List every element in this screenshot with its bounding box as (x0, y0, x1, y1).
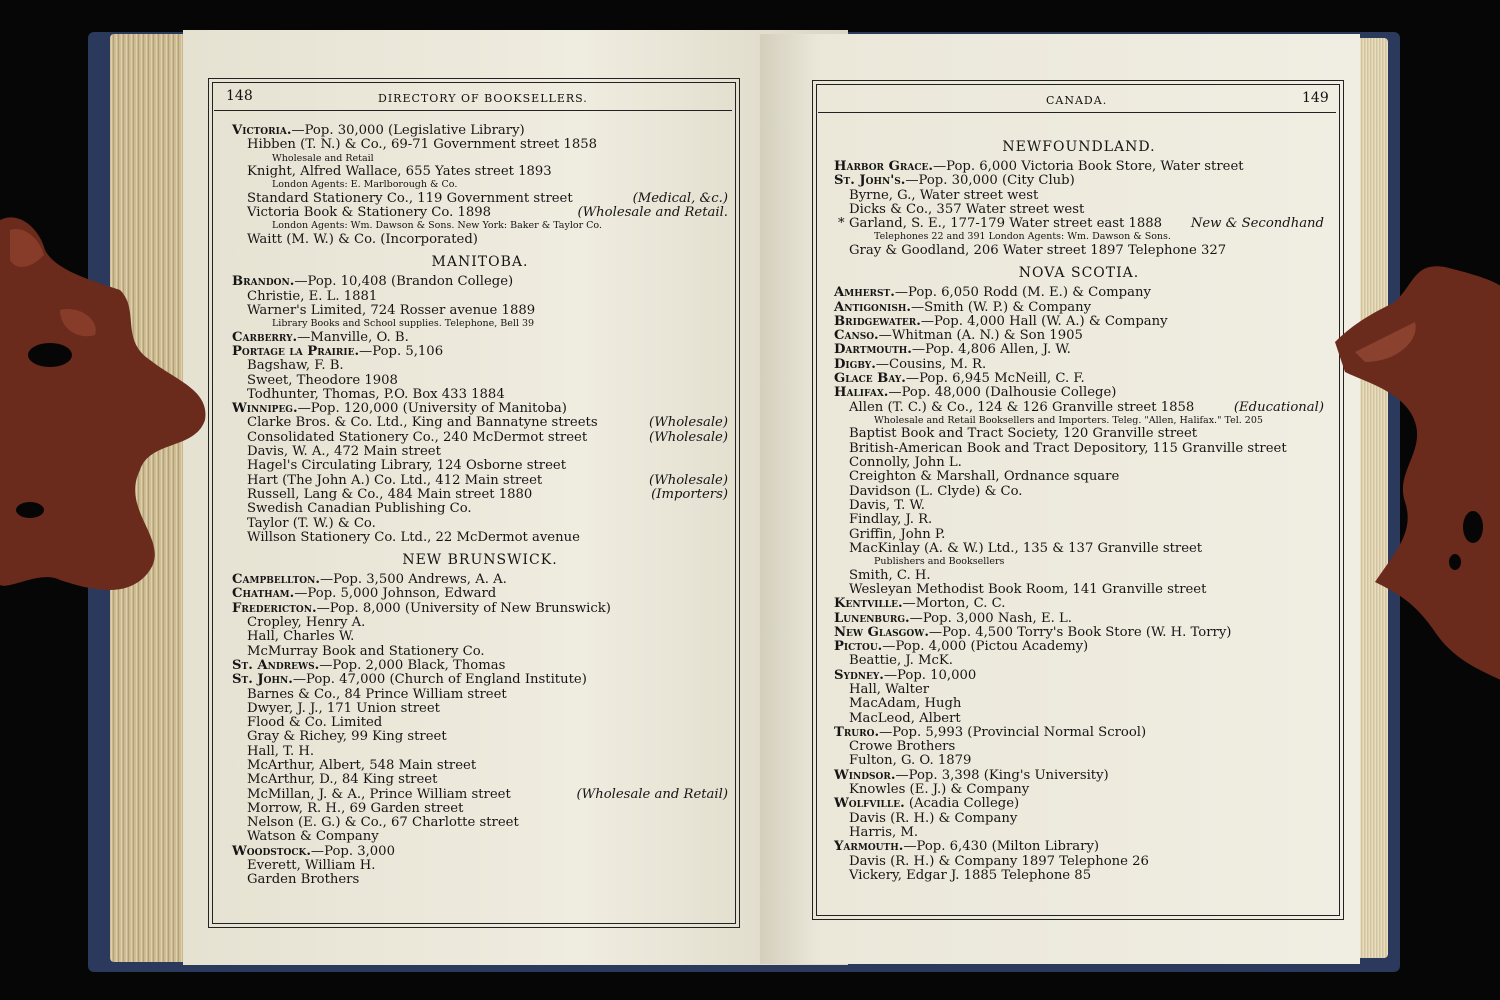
right-head-rule (818, 112, 1336, 113)
town-line (232, 275, 728, 289)
entry-remark: (Importers) (651, 486, 728, 502)
town-details: —Pop. 47,000 (Church of England Institute) (292, 672, 587, 688)
entry-remark: New & Secondhand (1190, 216, 1324, 232)
entry-text: Warner's Limited, 724 Rosser avenue 1889 (247, 302, 536, 318)
entry-text: Gray & Goodland, 206 Water street 1897 Telephone 327 (849, 242, 1227, 258)
town-name: Amherst. (834, 285, 895, 301)
entry-text: Hall, T. H. (247, 743, 315, 759)
bookseller-entry (232, 474, 728, 488)
bookseller-entry (232, 445, 728, 459)
bookseller-entry (834, 217, 1324, 231)
bookseller-entry (232, 290, 728, 304)
bookseller-entry (834, 401, 1324, 415)
bookseller-entry (232, 830, 728, 844)
entry-text: Hagel's Circulating Library, 124 Osborne street (247, 458, 566, 474)
bookseller-entry (834, 712, 1324, 726)
town-details: —Manville, O. B. (297, 329, 409, 345)
bookseller-entry (232, 702, 728, 716)
bookseller-entry (232, 416, 728, 430)
entry-text: Nelson (E. G.) & Co., 67 Charlotte street (247, 815, 519, 831)
section-heading: NEWFOUNDLAND. (1002, 139, 1156, 155)
town-line (834, 343, 1324, 357)
town-name: Woodstock. (232, 843, 311, 859)
town-name: Glace Bay. (834, 371, 906, 387)
town-line (232, 331, 728, 345)
town-name: Kentville. (834, 596, 903, 612)
entry-text: MacAdam, Hugh (849, 696, 962, 712)
town-details: —Pop. 30,000 (City Club) (905, 173, 1075, 189)
town-line (834, 640, 1324, 654)
entry-text: British-American Book and Tract Depository, 115 Granville street (849, 440, 1287, 456)
town-details: —Pop. 5,993 (Provincial Normal Scrool) (879, 724, 1147, 740)
town-details: —Pop. 4,500 Torry's Book Store (W. H. Torry) (928, 624, 1232, 640)
bookseller-entry (232, 759, 728, 773)
entry-text: Davis, W. A., 472 Main street (247, 444, 441, 460)
town-name: St. Andrews. (232, 657, 320, 673)
town-details: —Pop. 6,945 McNeill, C. F. (905, 371, 1085, 387)
town-details: —Pop. 8,000 (University of New Brunswick) (316, 600, 611, 616)
town-details: —Whitman (A. N.) & Son 1905 (878, 328, 1083, 344)
bookseller-entry (232, 165, 728, 179)
entry-remark: (Wholesale and Retail. (577, 205, 728, 221)
entry-text: Garland, S. E., 177-179 Water street east 1888 (849, 216, 1163, 232)
entry-text: Swedish Canadian Publishing Co. (247, 501, 472, 517)
bookseller-entry (834, 754, 1324, 768)
town-details: —Pop. 6,430 (Milton Library) (903, 839, 1100, 855)
bookseller-entry (232, 502, 728, 516)
entry-text: McArthur, Albert, 548 Main street (247, 757, 477, 773)
town-line (232, 573, 728, 587)
bookseller-entry (834, 783, 1324, 797)
town-details: —Smith (W. P.) & Company (910, 299, 1092, 315)
town-details: —Pop. 120,000 (University of Manitoba) (297, 401, 567, 417)
town-name: Windsor. (834, 767, 896, 783)
entry-text: Watson & Company (247, 829, 379, 845)
entry-text: Standard Stationery Co., 119 Government street (247, 190, 573, 206)
town-details: —Pop. 6,000 Victoria Book Store, Water street (932, 159, 1244, 174)
town-details: —Pop. 5,000 Johnson, Edward (294, 586, 497, 602)
asterisk-mark: * (838, 216, 845, 232)
town-line (834, 797, 1324, 811)
entry-text: Dwyer, J. J., 171 Union street (247, 700, 440, 716)
bookseller-entry (232, 359, 728, 373)
town-name: Fredericton. (232, 600, 317, 616)
bookseller-entry (232, 730, 728, 744)
section-heading: MANITOBA. (431, 254, 529, 271)
town-name: Sydney. (834, 667, 884, 683)
bookseller-entry (232, 802, 728, 816)
town-name: Truro. (834, 724, 880, 740)
town-details: —Cousins, M. R. (875, 356, 987, 372)
town-details: —Pop. 3,398 (King's University) (895, 767, 1109, 783)
town-line (834, 626, 1324, 640)
entry-text: Sweet, Theodore 1908 (247, 372, 398, 388)
town-line (834, 286, 1324, 300)
left-page-text (232, 124, 728, 888)
bookseller-entry (232, 431, 728, 445)
town-line (834, 386, 1324, 400)
entry-note: London Agents: E. Marlborough & Co. (272, 179, 458, 191)
entry-remark: (Medical, &c.) (632, 190, 728, 206)
entry-remark: (Wholesale) (649, 429, 728, 445)
left-running-head: DIRECTORY OF BOOKSELLERS. (378, 92, 588, 105)
entry-text: Consolidated Stationery Co., 240 McDermot street (247, 429, 588, 445)
town-line (834, 358, 1324, 372)
town-name: Canso. (834, 328, 879, 344)
bookseller-entry (232, 192, 728, 206)
left-bookmark-clip (0, 210, 220, 610)
entry-text: Hart (The John A.) Co. Ltd., 412 Main street (247, 472, 543, 488)
left-page-number: 148 (226, 88, 253, 104)
bookseller-entry (232, 716, 728, 730)
bookseller-entry (232, 388, 728, 402)
bookseller-entry (232, 304, 728, 318)
bookseller-entry (834, 542, 1324, 556)
town-name: Pictou. (834, 639, 883, 655)
town-details: —Pop. 5,106 (359, 343, 444, 359)
town-name: St. John's. (834, 173, 906, 189)
entry-text: MacLeod, Albert (849, 710, 961, 726)
section-heading: NEW BRUNSWICK. (402, 552, 558, 569)
town-details: —Pop. 4,000 (Pictou Academy) (882, 639, 1089, 655)
town-details: —Pop. 3,500 Andrews, A. A. (319, 572, 507, 588)
entry-text: Davis (R. H.) & Company 1897 Telephone 26 (849, 853, 1149, 869)
entry-text: Davis (R. H.) & Company (849, 810, 1018, 826)
town-name: Wolfville. (834, 796, 905, 812)
bookseller-entry (834, 203, 1324, 217)
bookseller-entry (834, 697, 1324, 711)
entry-text: Connolly, John L. (849, 455, 962, 471)
bookseller-entry (232, 233, 728, 247)
entry-text: Crowe Brothers (849, 739, 956, 755)
bookseller-entry (834, 583, 1324, 597)
town-line (834, 329, 1324, 343)
bookseller-entry (232, 859, 728, 873)
bookseller-entry (834, 456, 1324, 470)
entry-note: Library Books and School supplies. Telephone, Bell 39 (272, 318, 535, 330)
entry-text: Hall, Charles W. (247, 629, 355, 645)
town-line (232, 124, 728, 138)
town-details: —Pop. 4,806 Allen, J. W. (911, 342, 1071, 358)
town-line (232, 845, 728, 859)
town-details: —Morton, C. C. (902, 596, 1006, 612)
town-details: (Acadia College) (904, 796, 1020, 812)
town-details: —Pop. 6,050 Rodd (M. E.) & Company (894, 285, 1151, 301)
bookseller-entry (834, 826, 1324, 840)
entry-text: Creighton & Marshall, Ordnance square (849, 469, 1120, 485)
entry-text: MacKinlay (A. & W.) Ltd., 135 & 137 Granville street (849, 540, 1203, 556)
bookseller-entry (232, 788, 728, 802)
bookseller-entry (232, 531, 728, 545)
bookseller-entry (232, 459, 728, 473)
entry-text: McMurray Book and Stationery Co. (247, 643, 485, 659)
entry-text: Findlay, J. R. (849, 512, 933, 528)
entry-text: Baptist Book and Tract Society, 120 Granville street (849, 426, 1198, 442)
entry-text: Davidson (L. Clyde) & Co. (849, 483, 1023, 499)
town-details: —Pop. 10,408 (Brandon College) (294, 274, 514, 290)
entry-text: Harris, M. (849, 824, 919, 840)
entry-text: Beattie, J. McK. (849, 653, 953, 669)
bookseller-entry (834, 654, 1324, 668)
entry-text: Barnes & Co., 84 Prince William street (247, 686, 507, 702)
town-details: —Pop. 3,000 Nash, E. L. (909, 610, 1072, 626)
right-page-number: 149 (1302, 90, 1329, 106)
entry-text: Gray & Richey, 99 King street (247, 729, 447, 745)
entry-text: Todhunter, Thomas, P.O. Box 433 1884 (247, 386, 505, 402)
bookseller-entry (834, 528, 1324, 542)
entry-text: Wesleyan Methodist Book Room, 141 Granville street (849, 581, 1207, 597)
right-bookmark-clip (1335, 262, 1500, 682)
entry-text: Byrne, G., Water street west (849, 187, 1039, 203)
bookseller-entry (834, 427, 1324, 441)
bookseller-entry (232, 873, 728, 887)
bookseller-entry (834, 513, 1324, 527)
entry-text: Davis, T. W. (849, 497, 925, 513)
right-running-head: CANADA. (1046, 94, 1108, 107)
entry-text: Hall, Walter (849, 682, 930, 697)
town-line (232, 659, 728, 673)
entry-text: Griffin, John P. (849, 526, 946, 542)
entry-text: Christie, E. L. 1881 (247, 288, 378, 304)
town-name: Antigonish. (834, 299, 911, 315)
entry-remark: (Wholesale) (649, 415, 728, 431)
entry-note: Wholesale and Retail (272, 152, 374, 164)
town-line (834, 612, 1324, 626)
bookseller-entry (232, 773, 728, 787)
entry-text: Victoria Book & Stationery Co. 1898 (247, 205, 492, 221)
town-name: Carberry. (232, 329, 298, 345)
entry-text: McArthur, D., 84 King street (247, 772, 438, 788)
entry-text: Flood & Co. Limited (247, 715, 383, 731)
town-name: Digby. (834, 356, 876, 372)
bookseller-entry (834, 569, 1324, 583)
town-details: —Pop. 10,000 (883, 667, 977, 683)
town-line (834, 301, 1324, 315)
town-line (834, 726, 1324, 740)
entry-note: London Agents: Wm. Dawson & Sons. New York: Baker & Taylor Co. (272, 220, 602, 232)
bookseller-entry (232, 517, 728, 531)
bookseller-entry (834, 244, 1324, 258)
bookseller-entry (834, 683, 1324, 697)
right-page-text (834, 132, 1324, 883)
entry-text: Russell, Lang & Co., 484 Main street 1880 (247, 486, 533, 502)
entry-text: Everett, William H. (247, 858, 376, 874)
town-name: Victoria. (232, 123, 292, 138)
town-name: Dartmouth. (834, 342, 912, 358)
town-name: Winnipeg. (232, 401, 298, 417)
bookseller-entry (834, 470, 1324, 484)
town-name: Portage la Prairie. (232, 343, 360, 359)
entry-text: Cropley, Henry A. (247, 615, 366, 631)
bookseller-entry (232, 138, 728, 152)
town-name: Brandon. (232, 274, 295, 290)
town-details: —Pop. 30,000 (Legislative Library) (291, 123, 525, 138)
entry-text: Vickery, Edgar J. 1885 Telephone 85 (849, 867, 1092, 883)
town-name: New Glasgow. (834, 624, 929, 640)
bookseller-entry (232, 745, 728, 759)
bookseller-entry (232, 488, 728, 502)
bookseller-entry (834, 740, 1324, 754)
entry-text: Knowles (E. J.) & Company (849, 782, 1030, 798)
bookseller-entry (834, 812, 1324, 826)
entry-remark: (Wholesale and Retail) (576, 786, 728, 802)
entry-text: Waitt (M. W.) & Co. (Incorporated) (247, 231, 478, 247)
bookseller-entry (232, 630, 728, 644)
bookseller-entry (232, 688, 728, 702)
entry-text: Fulton, G. O. 1879 (849, 753, 972, 769)
town-line (834, 315, 1324, 329)
bookseller-entry (834, 499, 1324, 513)
bookseller-entry (834, 485, 1324, 499)
town-details: —Pop. 4,000 Hall (W. A.) & Company (920, 313, 1168, 329)
entry-text: Knight, Alfred Wallace, 655 Yates street 1893 (247, 164, 552, 180)
entry-remark: (Wholesale) (649, 472, 728, 488)
entry-text: Allen (T. C.) & Co., 124 & 126 Granville street 1858 (849, 399, 1195, 415)
town-name: Campbellton. (232, 572, 320, 588)
town-details: —Pop. 2,000 Black, Thomas (319, 657, 506, 673)
town-line (834, 174, 1324, 188)
entry-text: Morrow, R. H., 69 Garden street (247, 800, 464, 816)
entry-text: Hibben (T. N.) & Co., 69-71 Government street 1858 (247, 137, 598, 153)
bookseller-entry (232, 206, 728, 220)
town-line (232, 602, 728, 616)
town-name: Lunenburg. (834, 610, 910, 626)
town-name: Halifax. (834, 385, 889, 401)
entry-text: Bagshaw, F. B. (247, 358, 344, 374)
entry-remark: (Educational) (1233, 399, 1324, 415)
bookseller-entry (232, 374, 728, 388)
entry-text: Dicks & Co., 357 Water street west (849, 201, 1085, 217)
town-name: Yarmouth. (834, 839, 904, 855)
bookseller-entry (834, 869, 1324, 883)
town-line (834, 597, 1324, 611)
entry-text: Taylor (T. W.) & Co. (247, 515, 376, 531)
entry-text: Garden Brothers (247, 872, 360, 888)
town-line (232, 345, 728, 359)
town-line (834, 372, 1324, 386)
section-heading: NOVA SCOTIA. (1018, 265, 1140, 282)
town-line (232, 402, 728, 416)
entry-text: McMillan, J. & A., Prince William street (247, 786, 511, 802)
bookseller-entry (232, 645, 728, 659)
town-name: Bridgewater. (834, 313, 921, 329)
left-head-rule (214, 110, 732, 111)
entry-text: Smith, C. H. (849, 567, 931, 583)
town-details: —Pop. 3,000 (310, 843, 395, 859)
town-line (232, 587, 728, 601)
town-name: St. John. (232, 672, 293, 688)
entry-note: Wholesale and Retail Booksellers and Importers. Teleg. "Allen, Halifax." Tel. 205 (874, 414, 1263, 426)
town-details: —Pop. 48,000 (Dalhousie College) (888, 385, 1117, 401)
bookseller-entry (232, 616, 728, 630)
town-line (232, 673, 728, 687)
town-line (834, 769, 1324, 783)
entry-text: Clarke Bros. & Co. Ltd., King and Bannatyne streets (247, 415, 598, 431)
entry-note: Telephones 22 and 391 London Agents: Wm. Dawson & Sons. (874, 231, 1171, 243)
entry-text: Willson Stationery Co. Ltd., 22 McDermot avenue (247, 529, 580, 545)
town-line (834, 840, 1324, 854)
town-line (834, 669, 1324, 683)
town-name: Harbor Grace. (834, 159, 933, 174)
bookseller-entry (834, 189, 1324, 203)
bookseller-entry (834, 855, 1324, 869)
bookseller-entry (232, 816, 728, 830)
town-name: Chatham. (232, 586, 295, 602)
town-line (834, 160, 1324, 174)
entry-note: Publishers and Booksellers (874, 556, 1005, 568)
bookseller-entry (834, 442, 1324, 456)
